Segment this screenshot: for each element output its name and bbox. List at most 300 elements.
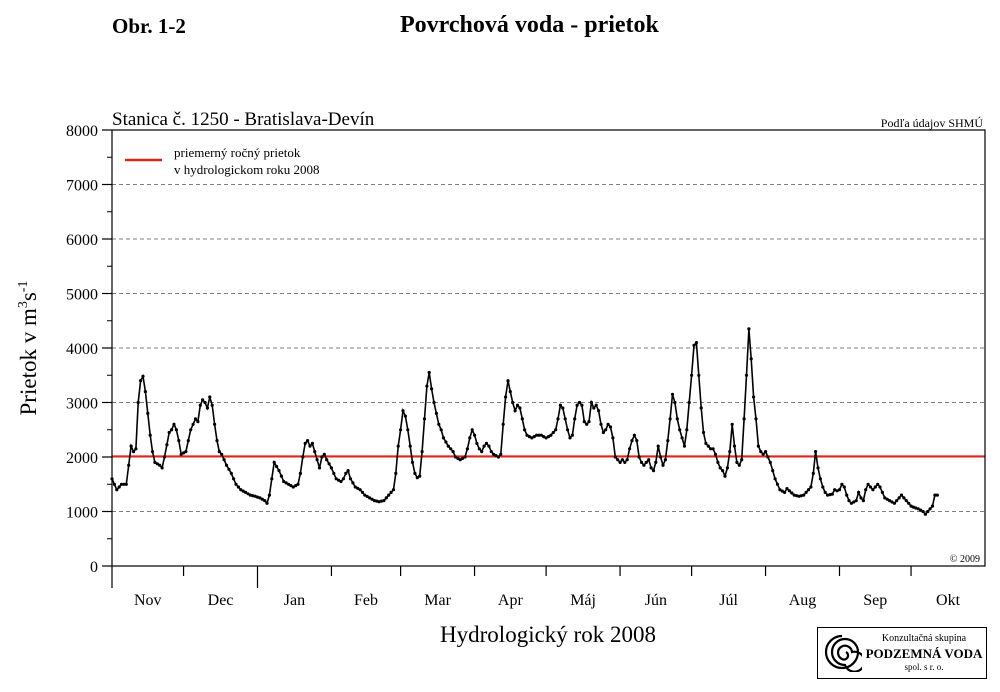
- daily-flow-point: [237, 485, 240, 488]
- daily-flow-point: [187, 439, 190, 442]
- daily-flow-point: [812, 472, 815, 475]
- daily-flow-point: [304, 442, 307, 445]
- daily-flow-point: [580, 404, 583, 407]
- daily-flow-point: [771, 469, 774, 472]
- daily-flow-point: [688, 401, 691, 404]
- daily-flow-point: [712, 447, 715, 450]
- daily-flow-point: [614, 455, 617, 458]
- daily-flow-point: [313, 450, 316, 453]
- daily-flow-point: [163, 455, 166, 458]
- daily-flow-point: [611, 436, 614, 439]
- daily-flow-point: [556, 417, 559, 420]
- daily-flow-point: [902, 496, 905, 499]
- daily-flow-point: [929, 507, 932, 510]
- daily-flow-point: [134, 447, 137, 450]
- daily-flow-point: [747, 327, 750, 330]
- daily-flow-point: [232, 477, 235, 480]
- daily-flow-point: [692, 344, 695, 347]
- daily-flow-point: [647, 458, 650, 461]
- daily-flow-point: [230, 472, 233, 475]
- daily-flow-point: [428, 371, 431, 374]
- daily-flow-point: [666, 439, 669, 442]
- daily-flow-point: [549, 434, 552, 437]
- daily-flow-point: [206, 406, 209, 409]
- daily-flow-point: [318, 466, 321, 469]
- daily-flow-point: [316, 458, 319, 461]
- daily-flow-point: [635, 439, 638, 442]
- daily-flow-point: [473, 434, 476, 437]
- daily-flow-point: [654, 461, 657, 464]
- x-month-label: Nov: [133, 592, 162, 609]
- x-month-label: Jún: [644, 592, 667, 609]
- daily-flow-point: [731, 423, 734, 426]
- daily-flow-point: [468, 436, 471, 439]
- daily-flow-point: [490, 450, 493, 453]
- daily-flow-point: [583, 420, 586, 423]
- daily-flow-point: [566, 428, 569, 431]
- daily-flow-point: [449, 447, 452, 450]
- daily-flow-point: [189, 428, 192, 431]
- daily-flow-point: [432, 401, 435, 404]
- daily-flow-point: [721, 469, 724, 472]
- daily-flow-point: [208, 395, 211, 398]
- daily-flow-point: [177, 439, 180, 442]
- daily-flow-point: [394, 472, 397, 475]
- daily-flow-point: [409, 445, 412, 448]
- daily-flow-point: [728, 450, 731, 453]
- daily-flow-point: [471, 428, 474, 431]
- daily-flow-point: [855, 499, 858, 502]
- daily-flow-point: [413, 472, 416, 475]
- daily-flow-point: [783, 491, 786, 494]
- daily-flow-point: [607, 423, 610, 426]
- daily-flow-point: [898, 496, 901, 499]
- daily-flow-point: [750, 357, 753, 360]
- daily-flow-point: [192, 423, 195, 426]
- daily-flow-point: [788, 489, 791, 492]
- daily-flow-point: [819, 477, 822, 480]
- daily-flow-point: [514, 409, 517, 412]
- daily-flow-point: [390, 491, 393, 494]
- daily-flow-point: [690, 374, 693, 377]
- daily-flow-point: [344, 472, 347, 475]
- daily-flow-point: [203, 401, 206, 404]
- daily-flow-point: [707, 445, 710, 448]
- daily-flow-point: [382, 499, 385, 502]
- x-month-label: Okt: [936, 592, 961, 609]
- y-axis-title: [16, 281, 41, 416]
- daily-flow-point: [311, 442, 314, 445]
- daily-flow-point: [762, 453, 765, 456]
- grid-lines: [112, 185, 985, 512]
- daily-flow-point: [685, 428, 688, 431]
- daily-flow-point: [807, 488, 810, 491]
- daily-flow-point: [213, 423, 216, 426]
- daily-flow-point: [273, 461, 276, 464]
- daily-flow-point: [306, 439, 309, 442]
- daily-flow-point: [561, 406, 564, 409]
- x-month-label: Sep: [863, 592, 888, 609]
- daily-flow-point: [323, 453, 326, 456]
- daily-flow-point: [435, 412, 438, 415]
- daily-flow-point: [447, 445, 450, 448]
- daily-flow-point: [196, 420, 199, 423]
- daily-flow-point: [876, 483, 879, 486]
- daily-flow-point: [452, 450, 455, 453]
- daily-flow-point: [661, 464, 664, 467]
- daily-flow-point: [669, 417, 672, 420]
- y-tick-label: 8000: [66, 123, 98, 140]
- daily-flow-point: [881, 491, 884, 494]
- daily-flow-point: [857, 491, 860, 494]
- daily-flow-point: [743, 417, 746, 420]
- daily-flow-point: [399, 428, 402, 431]
- daily-flow-point: [638, 455, 641, 458]
- daily-flow-point: [802, 494, 805, 497]
- daily-flow-point: [924, 513, 927, 516]
- daily-flow-point: [573, 417, 576, 420]
- daily-flow-point: [740, 458, 743, 461]
- daily-flow-point: [342, 477, 345, 480]
- daily-flow-point: [650, 466, 653, 469]
- daily-flow-point: [332, 472, 335, 475]
- daily-flow-point: [878, 485, 881, 488]
- daily-flow-point: [504, 395, 507, 398]
- daily-flow-point: [552, 431, 555, 434]
- daily-flow-point: [184, 450, 187, 453]
- daily-flow-point: [774, 477, 777, 480]
- daily-flow-point: [595, 404, 598, 407]
- y-tick-label: 1000: [66, 504, 98, 522]
- daily-flow-point: [831, 493, 834, 496]
- daily-flow-point: [397, 445, 400, 448]
- daily-flow-point: [115, 488, 118, 491]
- daily-flow-point: [168, 431, 171, 434]
- daily-flow-point: [676, 417, 679, 420]
- daily-flow-point: [518, 406, 521, 409]
- daily-flow-point: [425, 385, 428, 388]
- y-tick-label: 3000: [66, 395, 98, 413]
- page-title: Povrchová voda - prietok: [400, 12, 659, 38]
- daily-flow-point: [664, 458, 667, 461]
- daily-flow-point: [735, 461, 738, 464]
- daily-flow-point: [733, 445, 736, 448]
- daily-flow-point: [430, 387, 433, 390]
- y-tick-label: 6000: [66, 232, 98, 249]
- daily-flow-point: [132, 450, 135, 453]
- daily-flow-point: [127, 464, 130, 467]
- daily-flow-point: [659, 455, 662, 458]
- daily-flow-point: [621, 458, 624, 461]
- daily-flow-point: [225, 464, 228, 467]
- daily-flow-point: [642, 464, 645, 467]
- logo-line2: PODZEMNÁ VODA: [865, 646, 983, 661]
- daily-flow-point: [220, 453, 223, 456]
- daily-flow-point: [497, 455, 500, 458]
- daily-flow-point: [387, 494, 390, 497]
- daily-flow-point: [404, 415, 407, 418]
- x-month-label: Máj: [570, 592, 596, 609]
- daily-flow-point: [864, 488, 867, 491]
- daily-flow-point: [905, 499, 908, 502]
- daily-flow-point: [485, 442, 488, 445]
- daily-flow-point: [805, 491, 808, 494]
- daily-flow-point: [265, 502, 268, 505]
- daily-flow-point: [211, 404, 214, 407]
- daily-flow-point: [172, 423, 175, 426]
- daily-flow-point: [776, 483, 779, 486]
- daily-flow-point: [277, 469, 280, 472]
- daily-flow-point: [931, 505, 934, 508]
- daily-flow-point: [843, 485, 846, 488]
- daily-flow-point: [444, 440, 447, 443]
- daily-flow-point: [623, 461, 626, 464]
- daily-flow-point: [275, 465, 278, 468]
- daily-flow-point: [683, 445, 686, 448]
- daily-flow-point: [442, 436, 445, 439]
- daily-flow-point: [227, 468, 230, 471]
- daily-flow-point: [652, 469, 655, 472]
- daily-flow-point: [845, 494, 848, 497]
- daily-flow-point: [604, 428, 607, 431]
- daily-flow-point: [571, 434, 574, 437]
- daily-flow-point: [385, 496, 388, 499]
- daily-flow-point: [719, 466, 722, 469]
- daily-flow-point: [568, 436, 571, 439]
- daily-flow-point: [809, 485, 812, 488]
- daily-flow-point: [681, 436, 684, 439]
- daily-flow-point: [487, 445, 490, 448]
- daily-flow-point: [361, 491, 364, 494]
- logo-line3: spol. s r. o.: [904, 662, 944, 672]
- daily-flow-point: [270, 477, 273, 480]
- spiral-logo-icon: [822, 632, 862, 672]
- daily-flow-point: [814, 450, 817, 453]
- daily-flow-point: [564, 417, 567, 420]
- station-label: Stanica č. 1250 - Bratislava-Devín: [112, 109, 375, 130]
- daily-flow-point: [151, 450, 154, 453]
- y-axis: [66, 123, 112, 576]
- x-month-label: Dec: [207, 592, 234, 609]
- daily-flow-point: [785, 487, 788, 490]
- y-axis-title-sup1: 3: [16, 301, 31, 309]
- daily-flow-point: [630, 439, 633, 442]
- y-tick-label: 5000: [66, 286, 98, 304]
- daily-flow-point: [609, 425, 612, 428]
- daily-flow-point: [628, 447, 631, 450]
- daily-flow-point: [847, 499, 850, 502]
- daily-flow-point: [859, 496, 862, 499]
- daily-flow-point: [521, 417, 524, 420]
- daily-flow-point: [299, 472, 302, 475]
- daily-flow-point: [280, 475, 283, 478]
- daily-flow-point: [900, 494, 903, 497]
- daily-flow-series-line: [112, 329, 937, 514]
- daily-flow-point: [695, 341, 698, 344]
- daily-flow-point: [597, 409, 600, 412]
- daily-flow-point: [218, 450, 221, 453]
- daily-flow-point: [678, 428, 681, 431]
- daily-flow-point: [936, 494, 939, 497]
- daily-flow-point: [201, 398, 204, 401]
- daily-flow-point: [144, 390, 147, 393]
- daily-flow-point: [714, 453, 717, 456]
- daily-flow-point: [509, 390, 512, 393]
- daily-flow-point: [215, 439, 218, 442]
- daily-flow-point: [411, 461, 414, 464]
- daily-flow-point: [158, 464, 161, 467]
- x-month-label: Jan: [283, 592, 306, 609]
- source-note: Podľa údajov SHMÚ: [880, 116, 983, 130]
- daily-flow-point: [392, 488, 395, 491]
- daily-flow-point: [895, 499, 898, 502]
- daily-flow-point: [194, 417, 197, 420]
- daily-flow-point: [824, 491, 827, 494]
- daily-flow-point: [301, 455, 304, 458]
- daily-flow-point: [483, 445, 486, 448]
- daily-flow-point: [640, 461, 643, 464]
- daily-flow-point: [592, 406, 595, 409]
- daily-flow-point: [475, 442, 478, 445]
- daily-flow-point: [700, 406, 703, 409]
- daily-flow-point: [745, 374, 748, 377]
- daily-flow-point: [296, 483, 299, 486]
- x-axis-title: Hydrologický rok 2008: [440, 622, 656, 647]
- daily-flow-point: [502, 423, 505, 426]
- daily-flow-point: [838, 488, 841, 491]
- daily-flow-point: [320, 455, 323, 458]
- daily-flow-point: [330, 466, 333, 469]
- legend-label-line1: priemerný ročný prietok: [174, 145, 301, 160]
- daily-flow-point: [325, 458, 328, 461]
- y-tick-label: 7000: [66, 177, 98, 195]
- daily-flow-point: [626, 458, 629, 461]
- daily-flow-point: [349, 477, 352, 480]
- logo-line1: Konzultačná skupina: [881, 633, 967, 644]
- daily-flow-point: [523, 428, 526, 431]
- daily-flow-point: [764, 450, 767, 453]
- daily-flow-point: [723, 475, 726, 478]
- daily-flow-point: [113, 483, 116, 486]
- daily-flow-point: [738, 464, 741, 467]
- daily-flow-point: [874, 485, 877, 488]
- series-group: [110, 327, 939, 516]
- daily-flow-point: [599, 423, 602, 426]
- daily-flow-point: [619, 461, 622, 464]
- x-month-label: Aug: [788, 592, 817, 609]
- daily-flow-point: [478, 447, 481, 450]
- daily-flow-point: [118, 485, 121, 488]
- daily-flow-point: [347, 469, 350, 472]
- daily-flow-point: [165, 443, 168, 446]
- daily-flow-point: [199, 404, 202, 407]
- figure-label: Obr. 1-2: [112, 14, 186, 38]
- copyright-note: © 2009: [949, 554, 980, 565]
- daily-flow-point: [463, 455, 466, 458]
- daily-flow-point: [702, 431, 705, 434]
- daily-flow-point: [616, 458, 619, 461]
- daily-flow-point: [401, 409, 404, 412]
- daily-flow-point: [759, 450, 762, 453]
- y-axis-title-prefix: Prietok v m: [16, 308, 41, 416]
- daily-flow-point: [578, 401, 581, 404]
- daily-flow-point: [125, 483, 128, 486]
- daily-flow-point: [170, 428, 173, 431]
- daily-flow-point: [511, 401, 514, 404]
- daily-flow-point: [480, 450, 483, 453]
- daily-flow-point: [421, 450, 424, 453]
- y-axis-title-mid: s: [16, 292, 41, 302]
- daily-flow-point: [146, 412, 149, 415]
- daily-flow-point: [871, 488, 874, 491]
- daily-flow-point: [137, 401, 140, 404]
- y-tick-label: 4000: [66, 341, 98, 358]
- daily-flow-point: [499, 453, 502, 456]
- daily-flow-point: [867, 483, 870, 486]
- daily-flow-point: [587, 420, 590, 423]
- daily-flow-point: [268, 494, 271, 497]
- x-month-label: Mar: [424, 592, 451, 609]
- daily-flow-point: [418, 475, 421, 478]
- daily-flow-point: [130, 445, 133, 448]
- daily-flow-point: [423, 417, 426, 420]
- daily-flow-point: [757, 445, 760, 448]
- daily-flow-point: [440, 428, 443, 431]
- daily-flow-point: [704, 442, 707, 445]
- daily-flow-point: [223, 458, 226, 461]
- daily-flow-point: [921, 510, 924, 513]
- daily-flow-point: [437, 423, 440, 426]
- daily-flow-point: [308, 445, 311, 448]
- daily-flow-point: [790, 491, 793, 494]
- daily-flow-point: [862, 499, 865, 502]
- daily-flow-point: [726, 466, 729, 469]
- daily-flow-point: [328, 462, 331, 465]
- company-logo: [817, 627, 987, 679]
- daily-flow-point: [141, 375, 144, 378]
- daily-flow-point: [633, 434, 636, 437]
- daily-flow-point: [821, 485, 824, 488]
- daily-flow-point: [657, 445, 660, 448]
- daily-flow-point: [263, 499, 266, 502]
- daily-flow-point: [893, 502, 896, 505]
- daily-flow-point: [466, 447, 469, 450]
- daily-flow-point: [602, 431, 605, 434]
- daily-flow-point: [339, 480, 342, 483]
- daily-flow-point: [840, 483, 843, 486]
- x-axis: [112, 566, 961, 609]
- daily-flow-point: [645, 461, 648, 464]
- daily-flow-point: [590, 401, 593, 404]
- daily-flow-point: [769, 461, 772, 464]
- daily-flow-point: [406, 428, 409, 431]
- daily-flow-point: [816, 466, 819, 469]
- daily-flow-point: [516, 404, 519, 407]
- daily-flow-point: [926, 510, 929, 513]
- daily-flow-point: [585, 423, 588, 426]
- daily-flow-point: [754, 417, 757, 420]
- x-month-label: Júl: [719, 592, 738, 609]
- daily-flow-point: [139, 379, 142, 382]
- y-tick-label: 2000: [66, 450, 98, 467]
- daily-flow-point: [766, 455, 769, 458]
- daily-flow-point: [351, 481, 354, 484]
- x-month-label: Feb: [354, 592, 379, 609]
- daily-flow-point: [671, 393, 674, 396]
- daily-flow-point: [359, 488, 362, 491]
- y-axis-title-sup2: -1: [16, 280, 31, 293]
- daily-flow-point: [869, 485, 872, 488]
